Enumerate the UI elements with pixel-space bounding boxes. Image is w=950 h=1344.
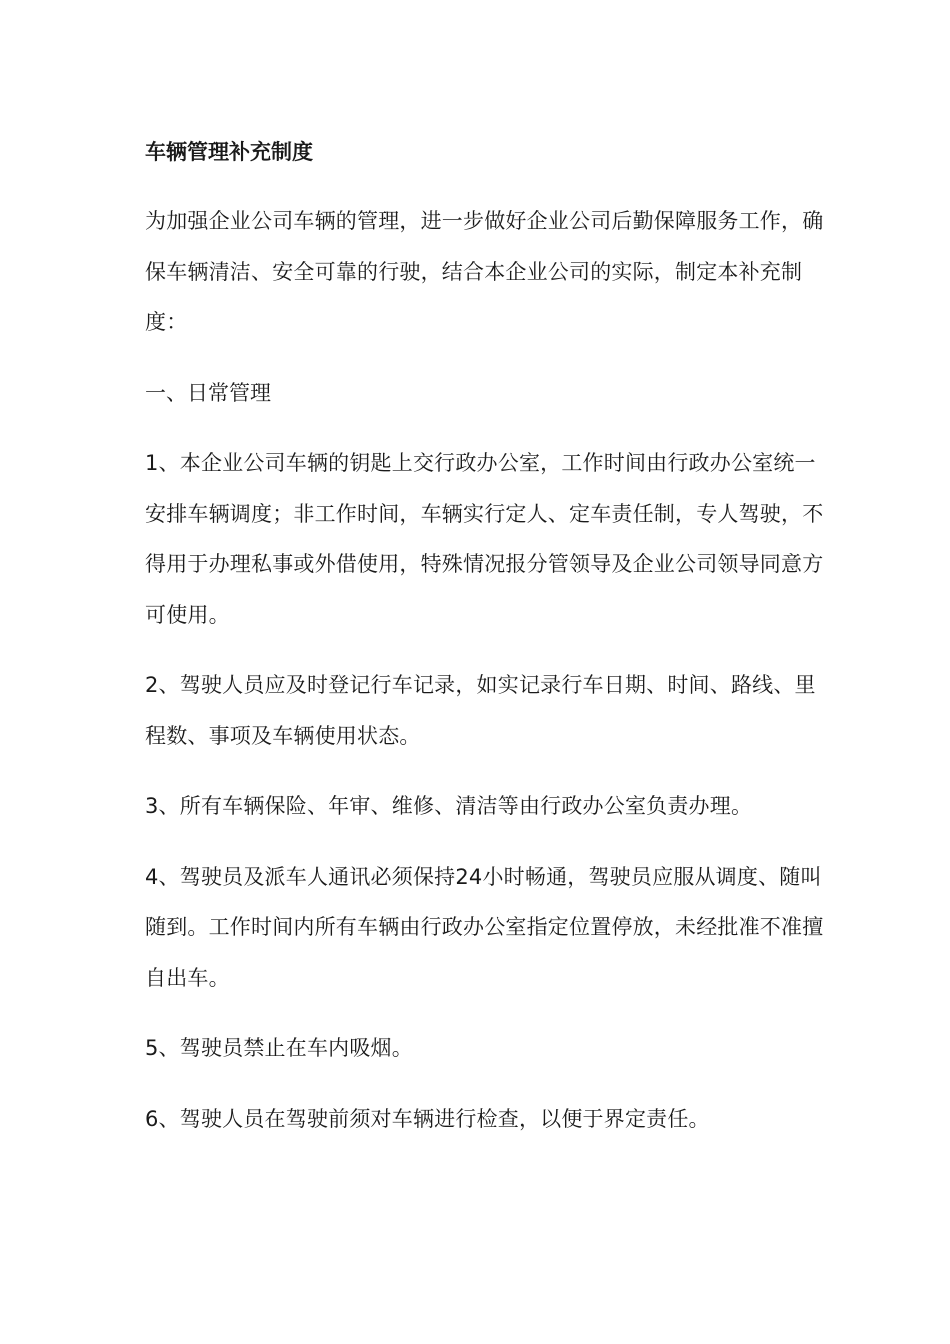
rule-item-3: 3、所有车辆保险、年审、维修、清洁等由行政办公室负责办理。 xyxy=(145,794,753,818)
rule-item-1: 1、本企业公司车辆的钥匙上交行政办公室，工作时间由行政办公室统一安排车辆调度；非工作时间，车辆实行定人、定车责任制，专人驾驶，不得用于办理私事或外借使用，特殊情况报分管领导及企业公司领导同意方可使用。 xyxy=(145,451,824,627)
document-page xyxy=(145,130,835,1164)
section-heading-daily-management: 一、日常管理 xyxy=(145,380,271,405)
rule-item-6: 6、驾驶人员在驾驶前须对车辆进行检查，以便于界定责任。 xyxy=(145,1106,710,1131)
rule-item-4: 4、驾驶员及派车人通讯必须保持24小时畅通，驾驶员应服从调度、随叫随到。工作时间内所有车辆由行政办公室指定位置停放，未经批准不准擅自出车。 xyxy=(145,864,824,990)
rule-item-5: 5、驾驶员禁止在车内吸烟。 xyxy=(145,1036,413,1060)
document-title: 车辆管理补充制度 xyxy=(145,140,313,164)
rule-item-2: 2、驾驶人员应及时登记行车记录，如实记录行车日期、时间、路线、里程数、事项及车辆使用状态。 xyxy=(145,673,816,748)
intro-paragraph: 为加强企业公司车辆的管理，进一步做好企业公司后勤保障服务工作，确保车辆清洁、安全可靠的行驶，结合本企业公司的实际，制定本补充制度： xyxy=(145,209,824,334)
